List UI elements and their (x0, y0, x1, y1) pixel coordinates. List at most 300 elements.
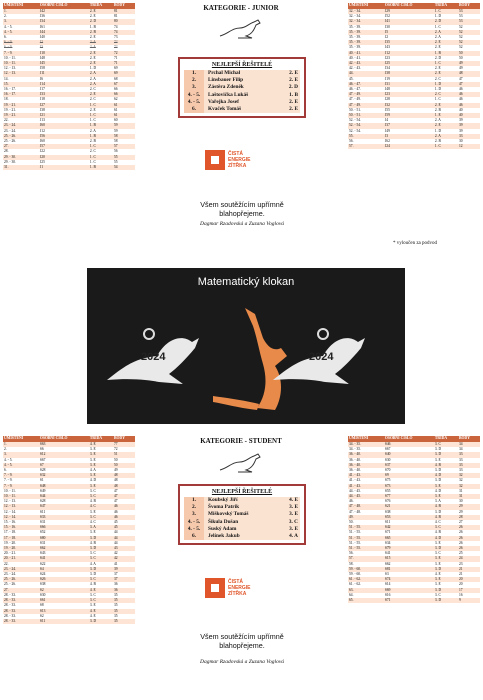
points-cell: 71 (113, 56, 135, 61)
id-cell: S71 (384, 530, 434, 535)
id-cell: S15 (384, 556, 434, 561)
rank-cell: 29. - 30. (3, 155, 39, 160)
points-cell: 54 (113, 165, 135, 170)
rank-cell: 41. - 43. (348, 473, 384, 478)
winner-row (184, 77, 300, 84)
rank-cell: 20. - 21. (3, 551, 39, 556)
rank-cell: 15. (3, 82, 39, 87)
rank-cell: 17. - 18. (3, 530, 39, 535)
id-cell: S3 (384, 572, 434, 577)
id-cell: J18 (39, 97, 89, 102)
winner-name: Suský Adam (204, 526, 280, 533)
rank-cell: 6. - 9. (3, 40, 39, 45)
points-cell: 33 (458, 463, 480, 468)
class-cell: 3. E (89, 463, 113, 468)
rank-cell: 23. - 24. (3, 572, 39, 577)
rank-cell: 35. - 39. (348, 30, 384, 35)
winners-list (184, 70, 300, 113)
points-cell: 37 (113, 572, 135, 577)
winners-list (184, 497, 300, 540)
id-cell: S11 (39, 619, 89, 624)
id-cell: J13 (39, 118, 89, 123)
class-cell: 2. A (89, 71, 113, 76)
class-cell: 3. E (89, 473, 113, 478)
points-cell: 30 (458, 139, 480, 144)
rank-cell: 59. - 60. (348, 567, 384, 572)
class-cell: 2. B (434, 108, 458, 113)
id-cell: J24 (384, 144, 434, 149)
points-cell: 36 (113, 588, 135, 593)
logo-mark-icon (205, 578, 225, 598)
table-header: UMÍSTĚNÍ OSOBNÍ ČÍSLO TŘÍDA BODY (3, 3, 135, 9)
winner-name: Vařejka Josef (204, 99, 280, 106)
rank-cell: 57. (348, 556, 384, 561)
id-cell: J25 (39, 160, 89, 165)
points-cell: 35 (113, 619, 135, 624)
rank-cell: 46. (348, 499, 384, 504)
class-cell: 2. B (89, 30, 113, 35)
points-cell: 56 (113, 149, 135, 154)
rank-cell: 36. - 40. (348, 468, 384, 473)
class-cell: 3. C (89, 494, 113, 499)
rank-cell: 12. - 14. (3, 515, 39, 520)
id-cell: J14 (39, 82, 89, 87)
points-cell: 69 (113, 66, 135, 71)
id-cell: S7 (39, 463, 89, 468)
rank-cell: 64. (348, 593, 384, 598)
rank-cell: 2. (3, 14, 39, 19)
points-cell: 31 (458, 494, 480, 499)
class-cell: 4. A (89, 562, 113, 567)
points-cell: 41 (113, 562, 135, 567)
rank-cell: 61. - 62. (348, 582, 384, 587)
id-cell: S74 (384, 577, 434, 582)
rank-cell: 7. - 9. (3, 473, 39, 478)
id-cell: S73 (384, 484, 434, 489)
id-cell: J33 (39, 92, 89, 97)
class-cell: 4. D (434, 536, 458, 541)
points-cell: 60 (113, 118, 135, 123)
class-cell: 2. E (434, 123, 458, 128)
rank-cell: 47. - 48. (348, 510, 384, 515)
student-category-title: KATEGORIE - STUDENT (200, 437, 282, 445)
rank-cell: 45. (348, 77, 384, 82)
points-cell: 71 (113, 61, 135, 66)
class-cell: 2. A (434, 30, 458, 35)
id-cell: J38 (384, 71, 434, 76)
id-cell: J25 (384, 61, 434, 66)
points-cell: 55 (113, 160, 135, 165)
winner-name: Šikula Dušan (204, 519, 280, 526)
class-cell: 3. A (434, 499, 458, 504)
class-cell: 4. B (89, 499, 113, 504)
thanks-text: Všem soutěžícím upřímně blahopřejeme. (200, 632, 284, 650)
rank-cell: 12. - 13. (3, 71, 39, 76)
rank-cell: 49. (348, 515, 384, 520)
class-cell: 2. A (89, 40, 113, 45)
points-cell: 26 (458, 541, 480, 546)
rank-cell: 12. - 13. (3, 504, 39, 509)
rank-cell: 28. (3, 149, 39, 154)
class-cell: 1. D (89, 66, 113, 71)
points-cell: 39 (458, 123, 480, 128)
class-cell: 1. D (434, 82, 458, 87)
points-cell: 25 (458, 551, 480, 556)
points-cell: 29 (458, 504, 480, 509)
id-cell: J23 (384, 92, 434, 97)
points-cell: 32 (458, 484, 480, 489)
id-cell: S34 (384, 541, 434, 546)
class-cell: 2. E (89, 14, 113, 19)
rank-cell: 22. (3, 562, 39, 567)
id-cell: S26 (39, 577, 89, 582)
rank-cell: 32. - 34. (348, 14, 384, 19)
footnote: * vyloučen za podvod (393, 241, 438, 246)
class-cell: 4. D (434, 489, 458, 494)
class-cell: 3. E (434, 562, 458, 567)
rank-cell: 4. - 5. (3, 458, 39, 463)
rank-cell: 34. - 35. (348, 442, 384, 447)
points-cell: 43 (113, 546, 135, 551)
points-cell: 49 (458, 61, 480, 66)
points-cell: 52 (458, 25, 480, 30)
id-cell: J41 (384, 19, 434, 24)
student-right-rows (348, 442, 480, 603)
class-cell: 3. C (434, 442, 458, 447)
rank-cell: 4. - 5. (3, 30, 39, 35)
rank-cell: 27. (3, 588, 39, 593)
rank-cell: 29. - 30. (3, 160, 39, 165)
class-cell: 1. E (434, 113, 458, 118)
table-row (348, 598, 480, 603)
class-cell: 1. D (434, 129, 458, 134)
id-cell: J12 (39, 129, 89, 134)
winner-rank: 6. (184, 106, 204, 113)
class-cell: 3. A (89, 525, 113, 530)
signature: Dagmar Rzadovská a Zuzana Voglová (199, 221, 285, 227)
rank-cell: 14. (3, 77, 39, 82)
points-cell: 27 (458, 520, 480, 525)
points-cell: 35 (113, 609, 135, 614)
points-cell: 16 (458, 593, 480, 598)
id-cell: S47 (39, 504, 89, 509)
class-cell: 1. C (89, 160, 113, 165)
id-cell: J11 (39, 71, 89, 76)
rank-cell: 28. - 33. (3, 603, 39, 608)
rank-cell: 28. - 33. (3, 609, 39, 614)
points-cell: 53 (458, 19, 480, 24)
rank-cell: 28. - 33. (3, 598, 39, 603)
junior-left-table (3, 3, 135, 170)
student-left-table (3, 436, 135, 624)
class-cell: 3. E (434, 582, 458, 587)
id-cell: S52 (39, 530, 89, 535)
rank-cell: 2. (3, 447, 39, 452)
points-cell: 58 (113, 139, 135, 144)
class-cell: 3. D (89, 546, 113, 551)
rank-cell: 23. - 24. (3, 123, 39, 128)
rank-cell: 35. - 39. (348, 45, 384, 50)
class-cell: 2. C (89, 87, 113, 92)
rank-cell: 25. - 26. (3, 134, 39, 139)
points-cell: 47 (458, 82, 480, 87)
id-cell: S66 (39, 525, 89, 530)
points-cell: 29 (458, 510, 480, 515)
points-cell: 33 (458, 134, 480, 139)
id-cell: S33 (39, 515, 89, 520)
class-cell: 3. D (434, 546, 458, 551)
class-cell: 2. C (434, 92, 458, 97)
table-row (3, 165, 135, 170)
table-header: UMÍSTĚNÍ OSOBNÍ ČÍSLO TŘÍDA BODY (348, 436, 480, 442)
rank-cell: 50. - 51. (348, 113, 384, 118)
id-cell: J60 (39, 123, 89, 128)
points-cell: 48 (113, 478, 135, 483)
points-cell: 39 (458, 118, 480, 123)
points-cell: 81 (113, 14, 135, 19)
id-cell: J44 (39, 30, 89, 35)
class-cell: 3. D (89, 572, 113, 577)
class-cell: 2. E (89, 92, 113, 97)
id-cell: S11 (384, 520, 434, 525)
points-cell: 26 (458, 546, 480, 551)
class-cell: 1. C (89, 113, 113, 118)
rank-cell: 36. - 40. (348, 463, 384, 468)
winner-row (184, 519, 300, 526)
winner-rank: 2. (184, 77, 204, 84)
rank-cell: 1. (3, 9, 39, 14)
rank-cell: 42. - 43. (348, 66, 384, 71)
class-cell: 4. B (434, 530, 458, 535)
rank-cell: 47. - 49. (348, 92, 384, 97)
rank-cell: 15. - 16. (3, 520, 39, 525)
points-cell: 24 (458, 556, 480, 561)
junior-winners-box (178, 57, 306, 118)
id-cell: S2 (39, 614, 89, 619)
winner-rank: 4. - 5. (184, 519, 204, 526)
points-cell: 44 (113, 541, 135, 546)
winner-class: 4. A (280, 533, 300, 540)
winners-heading: NEJLEPŠÍ ŘEŠITELÉ (211, 489, 273, 495)
class-cell: 4. C (89, 520, 113, 525)
class-cell: 2. E (434, 40, 458, 45)
cez-logo: ČISTÁ ENERGIE ZÍTŘKA (205, 150, 251, 170)
points-cell: 66 (113, 92, 135, 97)
points-cell: 23 (458, 562, 480, 567)
points-cell: 46 (113, 515, 135, 520)
rank-cell: 16. - 17. (3, 92, 39, 97)
points-cell: 26 (458, 536, 480, 541)
id-cell: J21 (39, 113, 89, 118)
winner-class: 3. E (280, 504, 300, 511)
points-cell: 72 (113, 45, 135, 50)
points-cell: 49 (458, 66, 480, 71)
table-header: UMÍSTĚNÍ OSOBNÍ ČÍSLO TŘÍDA BODY (3, 436, 135, 442)
id-cell: S30 (384, 458, 434, 463)
points-cell: 37 (113, 577, 135, 582)
class-cell: 1. C (434, 61, 458, 66)
rank-cell: 52. - 54. (348, 129, 384, 134)
winner-class: 3. C (280, 519, 300, 526)
kangaroo-banner (87, 268, 405, 424)
class-cell: 1. C (89, 103, 113, 108)
class-cell: 2. D (434, 19, 458, 24)
rank-cell: 28. - 33. (3, 593, 39, 598)
class-cell: 3. D (89, 567, 113, 572)
class-cell: 3. D (89, 536, 113, 541)
rank-cell: 28. - 33. (3, 614, 39, 619)
id-cell: J27 (39, 103, 89, 108)
rank-cell: 16. - 17. (3, 87, 39, 92)
points-cell: 35 (113, 614, 135, 619)
id-cell: J35 (384, 40, 434, 45)
id-cell: J5 (384, 30, 434, 35)
id-cell: J29 (384, 9, 434, 14)
id-cell: S46 (384, 442, 434, 447)
class-cell: 3. C (89, 551, 113, 556)
points-cell: 52 (458, 35, 480, 40)
rank-cell: 15. - 16. (3, 525, 39, 530)
class-cell: 3. E (89, 530, 113, 535)
points-cell: 73 (113, 35, 135, 40)
rank-cell: 41. - 43. (348, 484, 384, 489)
winner-rank: 6. (184, 533, 204, 540)
points-cell: 44 (113, 530, 135, 535)
rank-cell: 7. - 9. (3, 484, 39, 489)
points-cell: 77 (113, 442, 135, 447)
rank-cell: 41. - 43. (348, 478, 384, 483)
class-cell: 4. A (89, 468, 113, 473)
class-cell: 4. B (434, 463, 458, 468)
class-cell: 4. E (89, 609, 113, 614)
rank-cell: 10. - 11. (3, 61, 39, 66)
points-cell: 39 (458, 129, 480, 134)
rank-cell: 7. - 9. (3, 478, 39, 483)
id-cell: J2 (384, 35, 434, 40)
id-cell: S62 (39, 546, 89, 551)
id-cell: J57 (39, 144, 89, 149)
winner-row (184, 497, 300, 504)
points-cell: 50 (113, 458, 135, 463)
class-cell: 3. C (434, 551, 458, 556)
id-cell: J17 (39, 87, 89, 92)
rank-cell: 44. - 45. (348, 489, 384, 494)
class-cell: 3. E (434, 577, 458, 582)
winner-rank: 3. (184, 84, 204, 91)
id-cell: J20 (39, 155, 89, 160)
table-header: UMÍSTĚNÍ OSOBNÍ ČÍSLO TŘÍDA BODY (348, 3, 480, 9)
points-cell: 74 (113, 25, 135, 30)
rank-cell: 10. - 11. (3, 494, 39, 499)
junior-right-table (348, 3, 480, 149)
points-cell: 35 (113, 593, 135, 598)
banner-title: Matematický klokan (197, 276, 295, 288)
points-cell: 51 (113, 452, 135, 457)
winner-rank: 3. (184, 511, 204, 518)
id-cell: S38 (384, 510, 434, 515)
id-cell: J19 (384, 77, 434, 82)
thanks-text: Všem soutěžícím upřímně blahopřejeme. (200, 200, 284, 218)
points-cell: 47 (113, 499, 135, 504)
rank-cell: 17. - 18. (3, 536, 39, 541)
class-cell: 3. E (89, 510, 113, 515)
rank-cell: 51. - 55. (348, 546, 384, 551)
winner-name: Laštovička Lukáš (204, 92, 280, 99)
id-cell: S28 (39, 468, 89, 473)
class-cell: 3. C (434, 525, 458, 530)
rank-cell: 7. - 9. (3, 51, 39, 56)
class-cell: 3. C (89, 556, 113, 561)
class-cell: 1. C (434, 97, 458, 102)
rank-cell: 27. (3, 144, 39, 149)
points-cell: 46 (458, 87, 480, 92)
class-cell: 1. B (434, 51, 458, 56)
id-cell: S62 (384, 562, 434, 567)
class-cell: 1. D (434, 87, 458, 92)
id-cell: S80 (39, 536, 89, 541)
id-cell: S6 (39, 447, 89, 452)
rank-cell: 44. - 45. (348, 494, 384, 499)
rank-cell: 34. - 35. (348, 447, 384, 452)
id-cell: J31 (384, 82, 434, 87)
id-cell: J40 (39, 35, 89, 40)
winner-row (184, 92, 300, 99)
points-cell: 48 (458, 71, 480, 76)
kangaroo-sketch-icon (218, 452, 266, 474)
points-cell: 80 (113, 19, 135, 24)
id-cell: S43 (39, 551, 89, 556)
points-cell: 42 (113, 556, 135, 561)
rank-cell: 35. - 39. (348, 25, 384, 30)
year-right: 2024 (309, 351, 334, 363)
id-cell: J37 (384, 123, 434, 128)
id-cell: J48 (384, 87, 434, 92)
class-cell: 4. B (89, 541, 113, 546)
class-cell: 3. E (89, 458, 113, 463)
id-cell: S37 (384, 463, 434, 468)
id-cell: S49 (39, 489, 89, 494)
class-cell: 2. E (89, 108, 113, 113)
points-cell: 52 (458, 45, 480, 50)
points-cell: 32 (458, 478, 480, 483)
class-cell: 2. E (89, 51, 113, 56)
winner-class: 3. E (280, 511, 300, 518)
points-cell: 61 (113, 103, 135, 108)
rank-cell: 28. - 33. (3, 619, 39, 624)
class-cell: 2. B (89, 139, 113, 144)
id-cell: S11 (39, 510, 89, 515)
id-cell: J48 (39, 56, 89, 61)
id-cell: S21 (384, 504, 434, 509)
points-cell: 35 (113, 603, 135, 608)
rank-cell: 51. - 55. (348, 536, 384, 541)
points-cell: 40 (458, 108, 480, 113)
points-cell: 21 (458, 572, 480, 577)
class-cell: 3. C (434, 593, 458, 598)
class-cell: 3. C (89, 593, 113, 598)
rank-cell: 6. - 9. (3, 45, 39, 50)
id-cell: S2 (39, 588, 89, 593)
rank-cell: 35. - 39. (348, 35, 384, 40)
rank-cell: 3. (3, 452, 39, 457)
points-cell: 44 (113, 536, 135, 541)
id-cell: J62 (384, 139, 434, 144)
winner-name: Kvaček Tomáš (204, 106, 280, 113)
id-cell: S30 (39, 593, 89, 598)
points-cell: 21 (458, 567, 480, 572)
points-cell: 62 (113, 97, 135, 102)
rank-cell: 25. - 26. (3, 582, 39, 587)
